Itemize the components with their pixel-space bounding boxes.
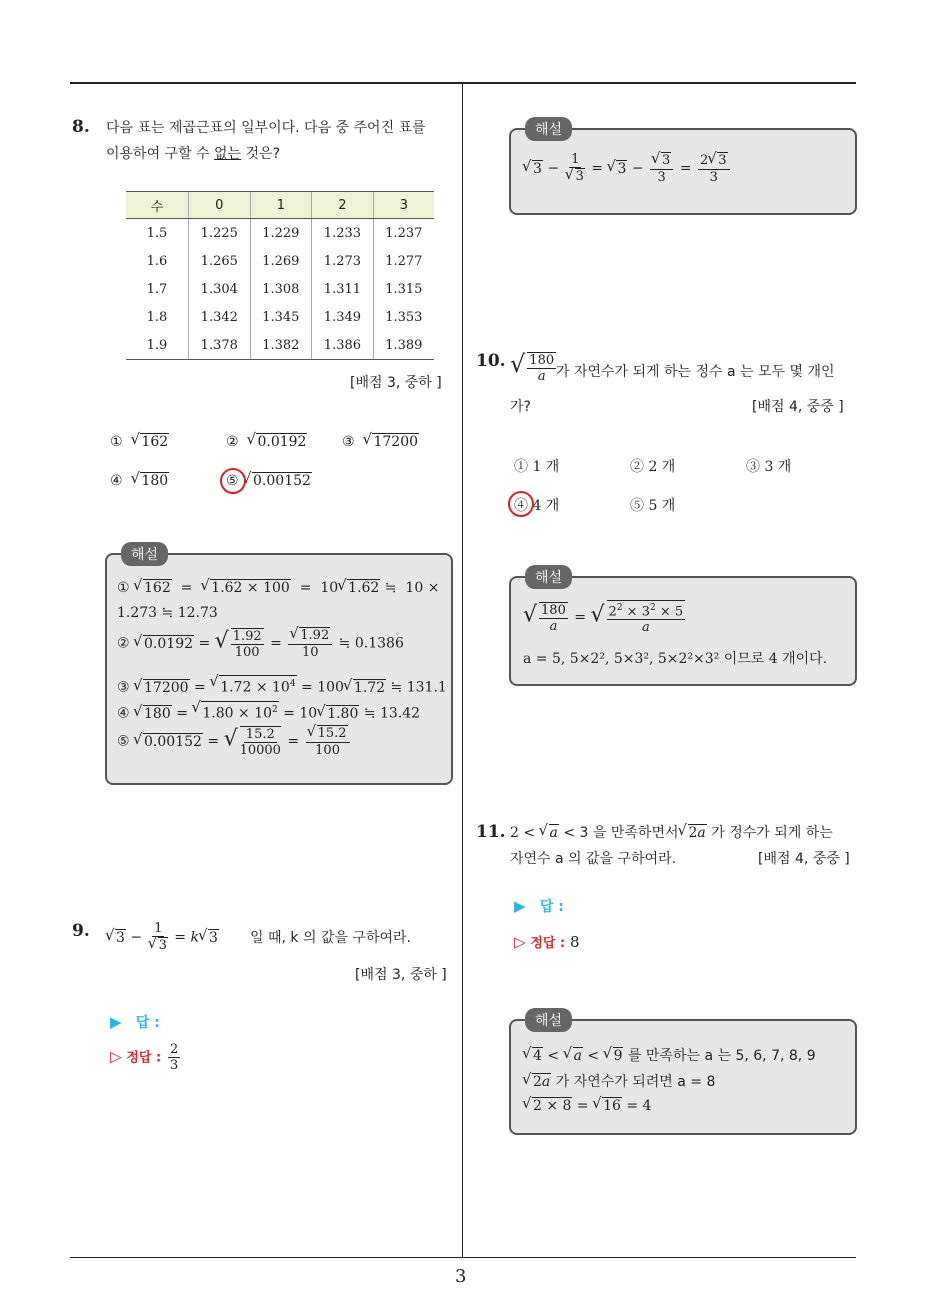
question-10-radical: √ $\frac{180}{a}$	[510, 350, 555, 384]
explanation-tag: 해설	[121, 542, 168, 566]
table-cell: 1.315	[373, 275, 434, 303]
table-cell: 1.389	[373, 331, 434, 360]
q8-explain-line: ③ √ 17200 = √ $1.72 \times 10^4 = 100√$ 1.72 ≒ 131.1	[117, 675, 447, 696]
question-9-number: 9.	[72, 921, 90, 941]
table-cell: 1.233	[312, 219, 374, 248]
top-rule	[70, 82, 856, 84]
table-cell: 1.269	[250, 247, 312, 275]
question-9-answer-line[interactable]: ▶ 답 :	[110, 1013, 160, 1031]
table-cell: 1.265	[189, 247, 251, 275]
table-cell: 1.273	[312, 247, 374, 275]
question-9-correct-answer: ▷ 정답 : $\frac{2}{3}$	[110, 1042, 179, 1073]
q11-explain-line: √ 2a 가 자연수가 되려면 a = 8	[523, 1071, 715, 1091]
question-11-text-line2: 자연수 a 의 값을 구하여라.	[510, 851, 677, 867]
underlined-word: 없는	[214, 146, 242, 162]
table-cell: 1.9	[126, 331, 189, 360]
question-11-number: 11.	[476, 822, 506, 842]
question-10-score: [배점 4, 중중 ]	[752, 399, 844, 415]
q10-option-4[interactable]: ④ 4 개	[514, 498, 560, 514]
q9-explain-line: √ 3 − 1 √ 3 = √ 3 − √ $\frac{3}{3}$ = $\frac{2√ 3}{3}$	[523, 152, 732, 185]
question-11-answer-line[interactable]: ▶ 답 :	[514, 897, 564, 915]
table-row	[126, 303, 434, 331]
q10-option-2[interactable]: ② 2 개	[630, 459, 676, 475]
column-divider	[462, 82, 463, 1258]
play-arrow-icon: ▶	[514, 897, 526, 915]
question-10-text-line1: 가 자연수가 되게 하는 정수 a 는 모두 몇 개인	[556, 364, 835, 380]
question-8-score: [배점 3, 중하 ]	[350, 375, 442, 391]
answer-fraction: $\frac{2}{3}$	[169, 1042, 179, 1073]
q8-option-1[interactable]: ① √ 162	[110, 433, 169, 450]
outline-arrow-icon: ▷	[110, 1047, 122, 1066]
explanation-tag: 해설	[525, 117, 572, 141]
outline-arrow-icon: ▷	[514, 933, 526, 951]
table-cell: 1.378	[189, 331, 251, 360]
q8-explain-line: ② √ 0.0192 = √ $\frac{1.92}{100}$ = √ $\frac{1.92}{10}$ ≒ 0.1386	[117, 627, 404, 660]
q10-explain-line: a = 5, 5×2², 5×3², 5×2²×3² 이므로 4 개이다.	[523, 651, 828, 667]
question-8-number: 8.	[72, 117, 90, 137]
q10-option-5[interactable]: ⑤ 5 개	[630, 498, 676, 514]
table-row	[126, 331, 434, 360]
q9-explanation-box	[509, 122, 857, 215]
question-9-equation: √ 3 − 1 √ 3 = k√ 3	[106, 921, 219, 954]
question-11-score: [배점 4, 중중 ]	[758, 851, 850, 867]
question-8-text-line2: 이용하여 구할 수 없는 것은?	[106, 146, 281, 162]
table-cell: 1.311	[312, 275, 374, 303]
bottom-rule	[70, 1257, 856, 1258]
question-9-text: 일 때, k 의 값을 구하여라.	[250, 930, 411, 946]
q10-option-3[interactable]: ③ 3 개	[746, 459, 792, 475]
q11-explain-line: √ 2 × 8 = √ 16 = 4	[523, 1097, 651, 1114]
table-cell: 1.237	[373, 219, 434, 248]
q8-explain-line: ⑤ √ 0.00152 = √ $\frac{15.2}{10000}$ = √ $\frac{15.2}{100}$	[117, 725, 352, 758]
q8-explanation-box	[105, 547, 453, 785]
table-header: 수	[126, 192, 189, 219]
q10-option-1[interactable]: ① 1 개	[514, 459, 560, 475]
table-cell: 1.349	[312, 303, 374, 331]
table-cell: 1.6	[146, 253, 168, 269]
q11-explanation-box	[509, 1013, 857, 1135]
question-11-text-line1: 2 < √ a < 3 을 만족하면서√ 2a 가 정수가 되게 하는	[510, 820, 833, 846]
question-8-text-line1: 다음 표는 제곱근표의 일부이다. 다음 중 주어진 표를	[106, 120, 426, 136]
q8-explain-line: ① √ 162 = √ 1.62 × 100 = 10√ 1.62 ≒ 10 ×	[117, 579, 439, 596]
explanation-tag: 해설	[525, 565, 572, 589]
table-cell: 1.382	[250, 331, 312, 360]
answer-mark-circle	[508, 491, 534, 517]
table-cell: 1.386	[312, 331, 374, 360]
question-9-score: [배점 3, 중하 ]	[355, 967, 447, 983]
q10-explain-line: √ $\frac{180}{a}$ = √ $\frac{2^2 \times 3^2 \times 5}{a}$	[523, 600, 687, 635]
q8-explain-line: 1.273 ≒ 12.73	[117, 605, 218, 621]
table-cell: 1.342	[189, 303, 251, 331]
table-cell: 1.277	[373, 247, 434, 275]
table-header: 2	[312, 192, 374, 219]
table-cell: 1.353	[373, 303, 434, 331]
table-header: 0	[189, 192, 251, 219]
q11-explain-line: √ 4 < √ a < √ 9 를 만족하는 a 는 5, 6, 7, 8, 9	[523, 1045, 816, 1065]
table-header: 3	[373, 192, 434, 219]
table-cell: 1.229	[250, 219, 312, 248]
table-cell: 1.225	[189, 219, 251, 248]
question-10-number: 10.	[476, 351, 506, 371]
table-cell: 1.7	[146, 281, 168, 297]
table-cell: 1.304	[189, 275, 251, 303]
q8-option-4[interactable]: ④ √ 180	[110, 472, 169, 489]
table-row	[126, 275, 434, 303]
q10-explanation-box	[509, 570, 857, 686]
table-cell: 1.8	[146, 309, 168, 325]
play-arrow-icon: ▶	[110, 1013, 122, 1031]
question-10-text-line2: 가?	[510, 399, 531, 415]
square-root-table	[126, 191, 434, 360]
q8-option-5[interactable]: ⑤ √ 0.00152	[226, 472, 312, 489]
table-cell: 1.345	[250, 303, 312, 331]
table-row	[126, 219, 434, 248]
answer-mark-circle	[220, 468, 246, 494]
table-cell: 1.5	[146, 225, 168, 241]
table-row	[126, 247, 434, 275]
page-number: 3	[455, 1266, 467, 1287]
q8-option-2[interactable]: ② √ 0.0192	[226, 433, 307, 450]
q8-option-3[interactable]: ③ √ 17200	[342, 433, 419, 450]
table-header-row	[126, 192, 434, 219]
table-cell: 1.308	[250, 275, 312, 303]
explanation-tag: 해설	[525, 1008, 572, 1032]
q8-explain-line: ④ √ 180 = √ $1.80 \times 10^2 = 10√$ 1.80 ≒ 13.42	[117, 701, 420, 722]
table-header: 1	[250, 192, 312, 219]
question-11-correct-answer: ▷ 정답 : 8	[514, 933, 580, 951]
